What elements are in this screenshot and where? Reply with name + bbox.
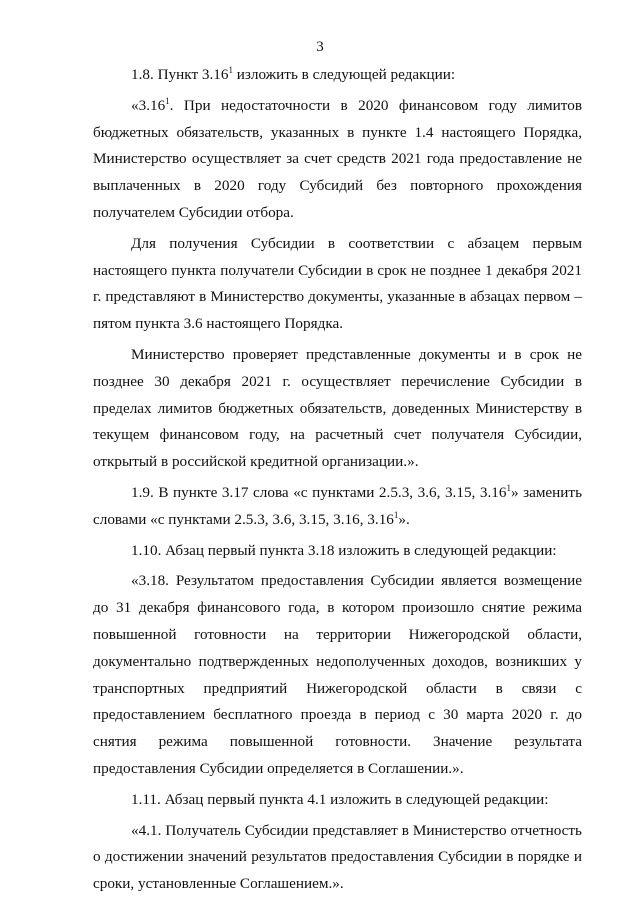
superscript-index: 1 [393,509,399,520]
paragraph-text: изложить в следующей редакции: [232,66,456,83]
document-body [93,62,582,902]
paragraph-p3 [93,231,582,338]
paragraph-text: ». [398,510,410,528]
paragraph-text: . При недостаточности в 2020 финансовом году лимитов бюджетных обязательств, указанных в пункте 1.4 настоящего Порядка, Министерство осуществляет за счет средств 2021 года предоставление не выплаченных в 2020 году Субсидий без повторного прохождения получателем Субсидии отбора. [93,96,582,221]
paragraph-text: «3.18. Результатом предоставления Субсидии является возмещение до 31 декабря финансового года, в котором произошло снятие режима повышенной готовности на территории Нижегородской области, документально подтвержденных недополученных доходов, возникших у транспортных предприятий Нижегородской области в связи с предоставлением бесплатного проезда в период с 30 марта 2020 г. до снятия режима повышенной готовности. Значение результата предоставления Субсидии определяется в Соглашении.». [93,572,582,777]
paragraph-p7 [93,568,582,782]
paragraph-p2 [93,93,582,227]
paragraph-text: 1.8. Пункт 3.16 [131,66,229,83]
superscript-index: 1 [228,65,233,75]
paragraph-text: » заменить словами «с пунктами 2.5.3, 3.6, 3.15, 3.16, 3.16 [93,483,582,528]
paragraph-p4 [93,342,582,476]
page-number: 3 [316,39,324,55]
superscript-index: 1 [506,482,511,493]
paragraph-p8 [93,787,582,814]
paragraph-text: 1.11. Абзац первый пункта 4.1 изложить в следующей редакции: [131,790,549,808]
paragraph-p6 [93,538,582,565]
paragraph-text: Для получения Субсидии в соответствии с абзацем первым настоящего пункта получатели Субсидии в срок не позднее 1 декабря 2021 г. представляют в Министерство документы, указанные в абзацах первом – пятом пункта 3.6 настоящего Порядка. [93,234,582,333]
paragraph-p1 [93,62,582,89]
paragraph-text: Министерство проверяет представленные документы и в срок не позднее 30 декабря 2021 г. осуществляет перечисление Субсидии в пределах лимитов бюджетных обязательств, доведенных Министерству в текущем финансовом году, на расчетный счет получателя Субсидии, открытый в российской кредитной организации.». [93,345,582,471]
paragraph-text: 1.9. В пункте 3.17 слова «с пунктами 2.5.3, 3.6, 3.15, 3.16 [131,483,507,501]
paragraph-p5 [93,480,582,534]
paragraph-text: 1.10. Абзац первый пункта 3.18 изложить в следующей редакции: [131,541,557,559]
superscript-index: 1 [165,95,170,106]
paragraph-p9 [93,818,582,898]
paragraph-text: «4.1. Получатель Субсидии представляет в Министерство отчетность о достижении значений результатов предоставления Субсидии в порядке и сроки, установленные Соглашением.». [93,821,582,893]
paragraph-text: «3.16 [131,96,166,114]
